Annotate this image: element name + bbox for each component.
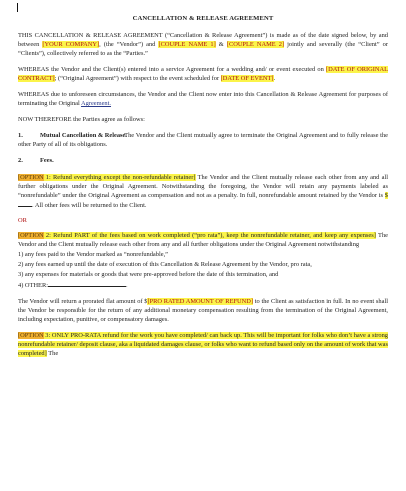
option-1-text: . All other fees will be returned to the Client. [32, 202, 147, 209]
option-3-text: The [46, 350, 59, 357]
contract-date-placeholder: [DATE OF ORIGINAL CONTRACT] [18, 66, 388, 82]
other-blank[interactable] [48, 280, 126, 287]
option-2-tag: [OPTION [18, 232, 44, 239]
prorated-text: to the Client as satisfaction in full. In no event shall the Vendor be responsible for the return of any additional monetary compensation resulting from the termination of the Original Agreement, including expectation, punitive, or compensatory damages. [18, 298, 389, 323]
option-3-highlight: 3: ONLY PRO-RATA refund for the work you have completed/ can back up. This will be important for folks who don’t have a strong nonrefundable retainer/ deposit clause, aka a liquidated damages clause, or folks who want to refund based only on the amount of work that was completed] [18, 332, 388, 357]
whereas-paragraph-1 [18, 65, 388, 83]
option-1-number: 1: [43, 174, 54, 181]
section-2-heading [18, 156, 388, 165]
section-1-title: Mutual Cancellation & Release. [40, 132, 127, 139]
section-1-body [18, 131, 388, 149]
agreement-link[interactable]: Agreement. [81, 100, 112, 107]
document-title: CANCELLATION & RELEASE AGREEMENT [132, 15, 274, 22]
whereas-text: . [273, 75, 276, 82]
option-2-item-1: 1) any fees paid to the Vendor marked as “nonrefundable,” [18, 251, 169, 258]
option-2-highlight: 2: Refund PART of the fees based on work completed (“pro rata”), keep the nonrefundable retainer, and keep any expenses] [43, 232, 376, 239]
section-2-number: 2. [18, 157, 23, 164]
option-3-tag: [OPTION [18, 332, 44, 339]
section-2-title: Fees. [40, 157, 54, 164]
whereas-text: WHEREAS due to unforeseen circumstances, the Vendor and the Client now enter into this Cancellation & Release Agreement for purposes of terminating the Original [18, 91, 388, 107]
retained-amount-blank[interactable] [18, 200, 32, 207]
option-3-paragraph [18, 331, 388, 358]
whereas-text: WHEREAS the Vendor and the Client(s) entered into a service Agreement for a wedding and/ or event executed on [18, 66, 327, 73]
intro-text: jointly and severally (the “Client” or “Clients”), collectively referred to as the “Parties.” [18, 41, 388, 57]
or-separator: OR [18, 217, 27, 224]
option-1-paragraph [18, 173, 388, 210]
prorated-amount-placeholder: [PRO RATED AMOUNT OF REFUND] [147, 298, 253, 305]
intro-paragraph [18, 31, 388, 58]
section-1-text: The Vendor and the Client mutually agree to terminate the Original Agreement and to fully release the other Party of all of its obligations. [18, 132, 388, 148]
option-2-item-2: 2) any fees earned up until the date of execution of this Cancellation & Release Agreement by the Vendor, pro rata, [18, 261, 312, 268]
prorated-paragraph [18, 297, 388, 324]
option-1-highlight: Refund everything except the non-refundable retainer] [53, 174, 196, 181]
couple-name-1-placeholder: [COUPLE NAME 1] [158, 41, 216, 48]
whereas-text: ; (“Original Agreement”) with respect to the event scheduled for [54, 75, 221, 82]
option-2-item-4-label: 4) OTHER: [18, 282, 48, 289]
whereas-paragraph-2 [18, 90, 388, 108]
intro-text: , (the “Vendor”) and [99, 41, 159, 48]
option-2-block [18, 231, 388, 290]
prorated-text: The Vendor will return a prorated flat amount of $ [18, 298, 148, 305]
event-date-placeholder: [DATE OF EVENT] [220, 75, 274, 82]
option-2-item-3: 3) any expenses for materials or goods that were pre-approved before the date of this termination, and [18, 271, 279, 278]
intro-text: THIS CANCELLATION & RELEASE AGREEMENT (“Cancellation & Release Agreement”) is made as of the date signed below, by and between [18, 32, 388, 48]
company-placeholder: [YOUR COMPANY] [42, 41, 100, 48]
intro-text: & [215, 41, 227, 48]
option-2-item-4: 4) OTHER: . [18, 282, 128, 289]
section-1-number: 1. [18, 132, 23, 139]
option-2-paragraph [18, 231, 388, 249]
option-2-text: The Vendor and the Client mutually release each other from any and all further obligations under the Original Agreement notwithstanding [18, 232, 388, 248]
option-1-tag: [OPTION [18, 174, 44, 181]
retained-amount-currency: $ [384, 192, 388, 199]
couple-name-2-placeholder: [COUPLE NAME 2] [226, 41, 285, 48]
option-1-text: The Vendor and the Client mutually release each other from any and all further obligations under the Original Agreement. Notwithstanding the foregoing, the Vendor will retain any payments labeled as “nonrefundable” under the Original Agreement as compensation and not as a penalty. In full, nonrefundable amount retained by the Vendor is [18, 174, 388, 199]
now-therefore-paragraph: NOW THEREFORE the Parties agree as follows: [18, 116, 145, 123]
text-cursor [17, 3, 18, 12]
